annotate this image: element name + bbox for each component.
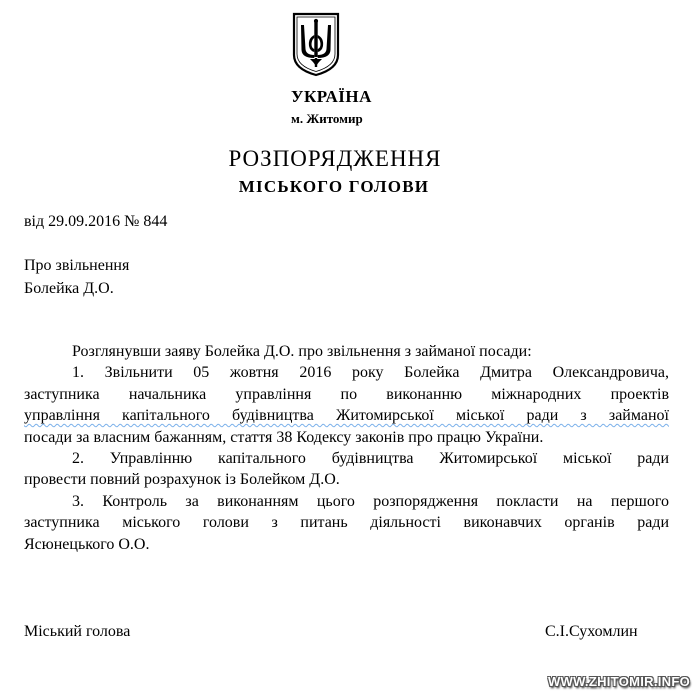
signature-position: Міський голова	[24, 623, 131, 640]
date-and-number: від 29.09.2016 № 844	[24, 213, 168, 230]
item-3-line: Ясюнецького О.О.	[24, 536, 150, 553]
subject-line-2: Болейка Д.О.	[24, 280, 114, 297]
signature-name: С.І.Сухомлин	[545, 623, 638, 640]
item-2-line: провести повний розрахунок із Болейком Д.О.	[24, 471, 340, 488]
item-1-line: заступника начальника управління по виконанню міжнародних проектів	[24, 386, 669, 403]
watermark: WWW.ZHITOMIR.INFO	[547, 674, 690, 689]
intro-paragraph: Розглянувши заяву Болейка Д.О. про звільнення з займаної посади:	[72, 343, 532, 360]
document-subtitle: МІСЬКОГО ГОЛОВИ	[238, 177, 430, 196]
item-1-line: 1. Звільнити 05 жовтня 2016 року Болейка Дмитра Олександровича,	[72, 364, 669, 381]
item-3-line: 3. Контроль за виконанням цього розпорядження покласти на першого	[72, 493, 669, 510]
city-name: м. Житомир	[291, 111, 363, 126]
coat-of-arms-emblem	[291, 11, 341, 77]
item-1-line: посади за власним бажанням, стаття 38 Кодексу законів про працю України.	[24, 429, 544, 446]
item-2-line: 2. Управлінню капітального будівництва Житомирської міської ради	[72, 450, 669, 467]
item-1-line: управління капітального будівництва Житомирської міської ради з займаної	[24, 407, 669, 424]
country-name: УКРАЇНА	[291, 87, 372, 106]
item-3-line: заступника міського голови з питань діяльності виконавчих органів ради	[24, 514, 669, 531]
subject-line-1: Про звільнення	[24, 257, 130, 274]
document-title: РОЗПОРЯДЖЕННЯ	[228, 146, 442, 171]
